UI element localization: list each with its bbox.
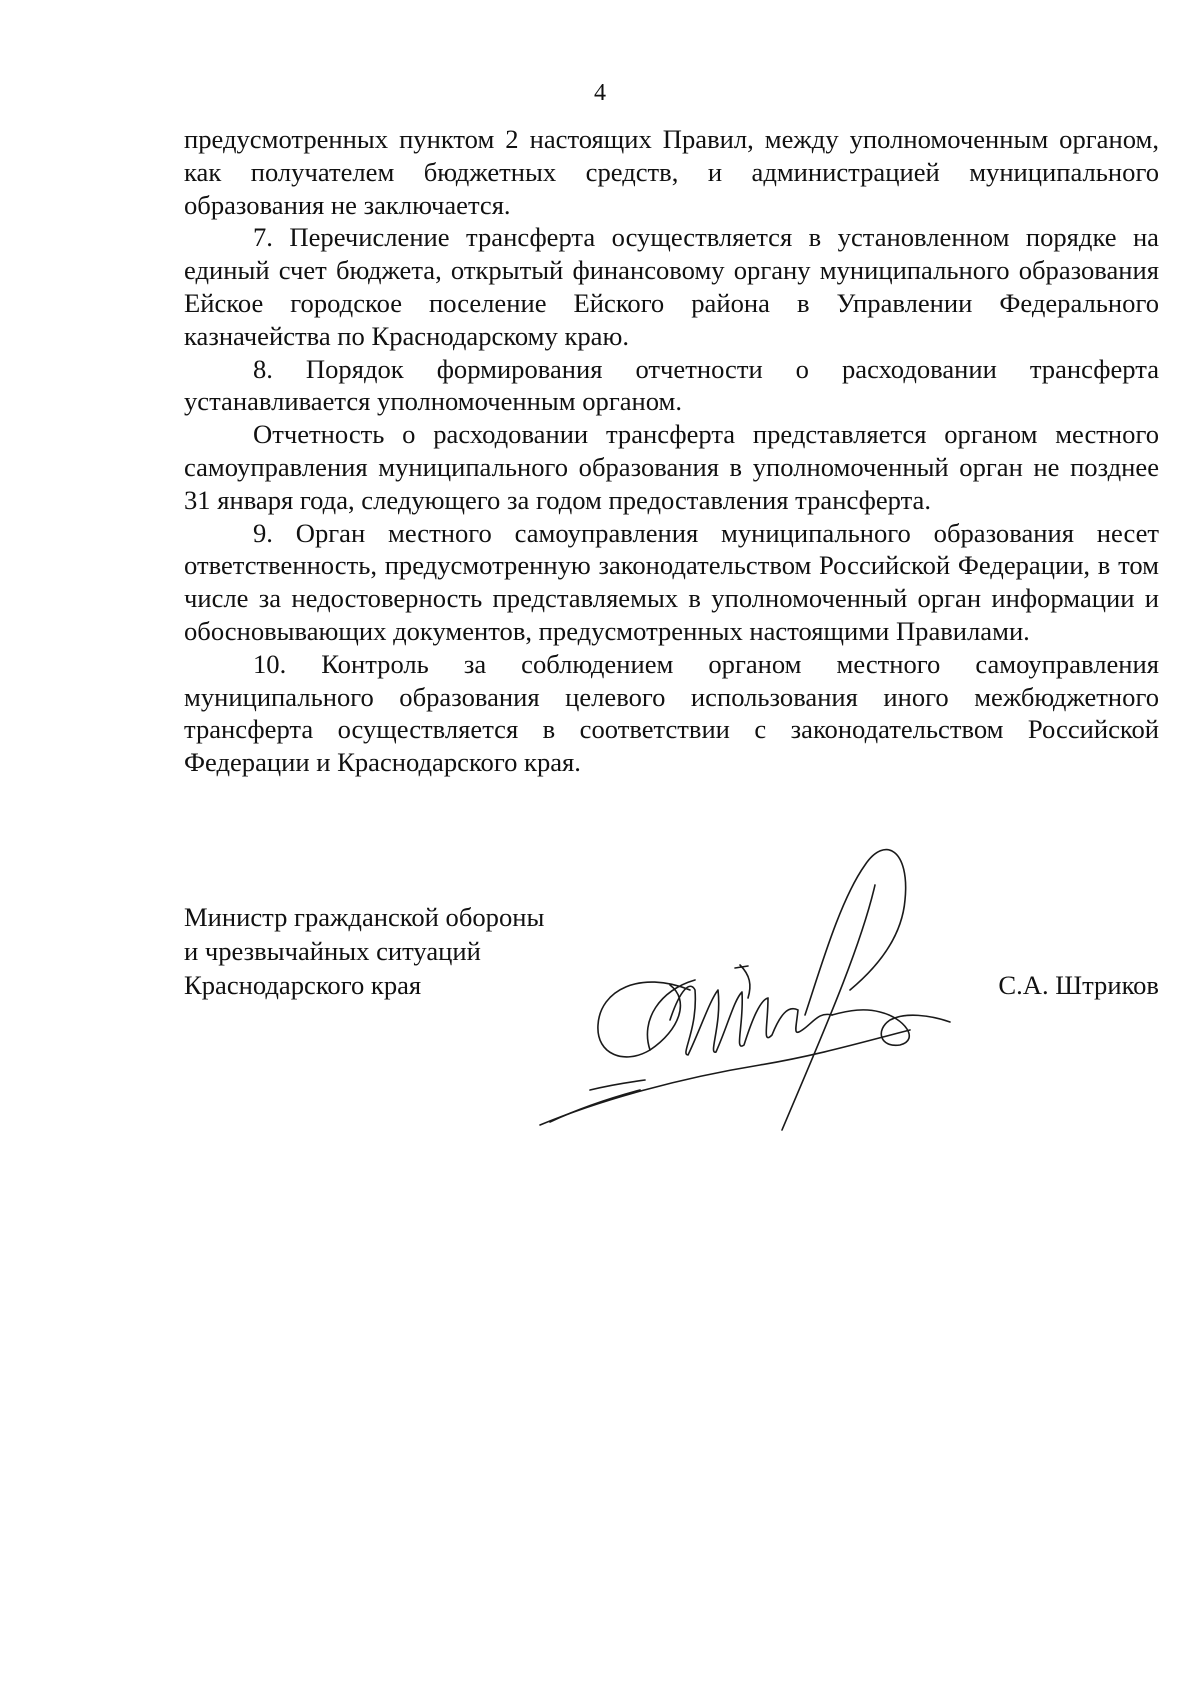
signer-name: С.А. Штриков bbox=[998, 970, 1159, 1000]
paragraph-reporting: Отчетность о расходовании трансферта представляется органом местного самоуправления муниципального образования в уполномоченный орган не позднее 31 января года, следующего за годом предоставления трансферта. bbox=[184, 419, 1159, 515]
page-number: 4 bbox=[594, 80, 606, 106]
signer-title-line-3: Краснодарского края bbox=[184, 970, 422, 1000]
handwritten-signature bbox=[520, 840, 960, 1170]
signer-title-line-2: и чрезвычайных ситуаций bbox=[184, 936, 481, 966]
signer-title bbox=[184, 900, 544, 1002]
document-body bbox=[184, 123, 1159, 779]
paragraph-item-7: 7. Перечисление трансферта осуществляется в установленном порядке на единый счет бюджета, открытый финансовому органу муниципального образования Ейское городское поселение Ейского района в Управлении Федерального казначейства по Краснодарскому краю. bbox=[184, 222, 1159, 351]
paragraph-item-8: 8. Порядок формирования отчетности о расходовании трансферта устанавливается уполномоченным органом. bbox=[184, 353, 1159, 417]
paragraph-continuation: предусмотренных пунктом 2 настоящих Правил, между уполномоченным органом, как получателем бюджетных средств, и администрацией муниципального образования не заключается. bbox=[184, 124, 1159, 220]
paragraph-item-9: 9. Орган местного самоуправления муниципального образования несет ответственность, предусмотренную законодательством Российской Федерации, в том числе за недостоверность представляемых в уполномоченный орган информации и обосновывающих документов, предусмотренных настоящими Правилами. bbox=[184, 517, 1159, 646]
signer-title-line-1: Министр гражданской обороны bbox=[184, 902, 545, 932]
paragraph-item-10: 10. Контроль за соблюдением органом местного самоуправления муниципального образования целевого использования иного межбюджетного трансферта осуществляется в соответствии с законодательством Российской Федерации и Краснодарского края. bbox=[184, 648, 1159, 778]
